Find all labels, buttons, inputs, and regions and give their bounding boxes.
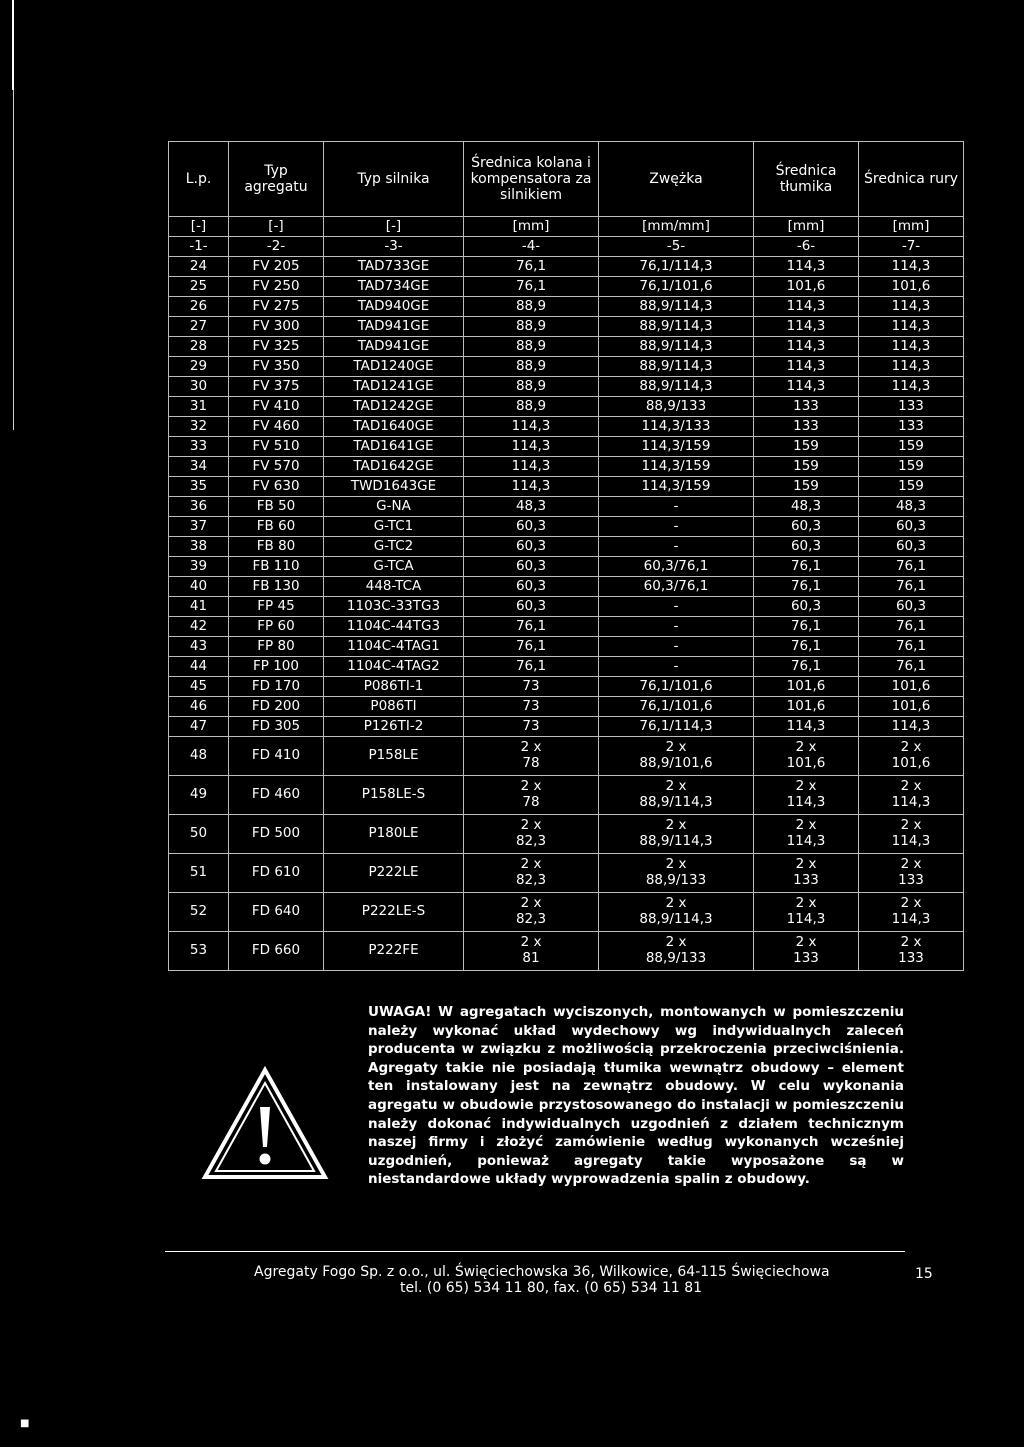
table-cell: 26	[169, 297, 229, 317]
table-row	[169, 577, 964, 597]
table-row	[169, 597, 964, 617]
table-cell: 2 x 88,9/114,3	[599, 893, 754, 932]
table-cell: 101,6	[859, 677, 964, 697]
table-cell: 2 x 78	[464, 776, 599, 815]
table-cell: 48	[169, 737, 229, 776]
table-cell: 35	[169, 477, 229, 497]
page-number: 15	[915, 1266, 933, 1282]
table-cell: FP 100	[229, 657, 324, 677]
table-cell: 101,6	[859, 277, 964, 297]
table-cell: FV 460	[229, 417, 324, 437]
table-cell: 2 x 114,3	[754, 893, 859, 932]
table-row	[169, 557, 964, 577]
table-cell: 30	[169, 377, 229, 397]
table-cell: FV 205	[229, 257, 324, 277]
table-cell: 114,3	[464, 477, 599, 497]
table-cell: 114,3	[859, 377, 964, 397]
table-cell: 76,1	[859, 577, 964, 597]
table-cell: 27	[169, 317, 229, 337]
table-cell: FV 325	[229, 337, 324, 357]
table-cell: G-NA	[324, 497, 464, 517]
table-cell: 2 x 114,3	[754, 815, 859, 854]
table-row	[169, 737, 964, 776]
table-cell: FB 80	[229, 537, 324, 557]
table-cell: 60,3	[464, 597, 599, 617]
table-cell: 133	[754, 397, 859, 417]
table-body	[169, 257, 964, 971]
unit-cell: [mm]	[859, 217, 964, 237]
table-cell: FV 250	[229, 277, 324, 297]
table-row	[169, 317, 964, 337]
table-cell: FD 640	[229, 893, 324, 932]
table-cell: 76,1	[859, 617, 964, 637]
table-row	[169, 932, 964, 971]
table-cell: P180LE	[324, 815, 464, 854]
table-cell: G-TCA	[324, 557, 464, 577]
table-cell: 76,1	[464, 637, 599, 657]
table-cell: 29	[169, 357, 229, 377]
table-cell: FB 50	[229, 497, 324, 517]
table-cell: FD 460	[229, 776, 324, 815]
table-cell: 76,1	[464, 257, 599, 277]
corner-mark: ■	[20, 1418, 30, 1429]
table-cell: P086TI-1	[324, 677, 464, 697]
table-cell: 159	[754, 457, 859, 477]
table-row	[169, 657, 964, 677]
table-cell: 88,9	[464, 317, 599, 337]
column-number-cell: -3-	[324, 237, 464, 257]
header-cell: Typ silnika	[324, 142, 464, 217]
table-cell: 114,3	[859, 357, 964, 377]
table-cell: FP 60	[229, 617, 324, 637]
table-row	[169, 437, 964, 457]
table-cell: P222LE-S	[324, 893, 464, 932]
table-cell: 44	[169, 657, 229, 677]
table-cell: 114,3	[859, 717, 964, 737]
table-cell: 159	[754, 477, 859, 497]
table-cell: G-TC2	[324, 537, 464, 557]
table-row	[169, 277, 964, 297]
table-row	[169, 697, 964, 717]
table-cell: 88,9/114,3	[599, 297, 754, 317]
table-cell: 76,1	[754, 577, 859, 597]
table-cell: 49	[169, 776, 229, 815]
unit-cell: [-]	[169, 217, 229, 237]
table-cell: 32	[169, 417, 229, 437]
footer-divider	[165, 1251, 905, 1252]
column-number-cell: -4-	[464, 237, 599, 257]
table-cell: TAD1242GE	[324, 397, 464, 417]
table-cell: -	[599, 597, 754, 617]
table-cell: 76,1/114,3	[599, 257, 754, 277]
column-number-cell: -5-	[599, 237, 754, 257]
table-cell: FD 305	[229, 717, 324, 737]
table-cell: 101,6	[754, 277, 859, 297]
table-row	[169, 717, 964, 737]
table-cell: 114,3/133	[599, 417, 754, 437]
table-cell: 114,3/159	[599, 437, 754, 457]
table-cell: FV 275	[229, 297, 324, 317]
table-cell: 88,9	[464, 337, 599, 357]
table-cell: 48,3	[754, 497, 859, 517]
table-row	[169, 517, 964, 537]
table-cell: 2 x 101,6	[754, 737, 859, 776]
table-cell: 47	[169, 717, 229, 737]
table-cell: 76,1	[754, 657, 859, 677]
table-row	[169, 677, 964, 697]
table-cell: 48,3	[464, 497, 599, 517]
table-cell: TAD940GE	[324, 297, 464, 317]
table-row	[169, 257, 964, 277]
table-cell: FV 350	[229, 357, 324, 377]
table-cell: 2 x 133	[859, 854, 964, 893]
table-cell: 76,1/101,6	[599, 697, 754, 717]
table-cell: 76,1	[859, 637, 964, 657]
table-row	[169, 776, 964, 815]
table-cell: 2 x 88,9/114,3	[599, 815, 754, 854]
warning-notice-text: UWAGA! W agregatach wyciszonych, montowanych w pomieszczeniu należy wykonać układ wydechowy wg indywidualnych zaleceń producenta w związku z możliwością przekroczenia przeciwciśnienia. Agregaty takie nie posiadają tłumika wewnątrz obudowy – element ten instalowany jest na zewnątrz obudowy. W celu wykonania agregatu w obudowie przystosowanego do instalacji w pomieszczeniu należy dokonać indywidualnych uzgodnień z działem technicznym naszej firmy i złożyć zamówienie według wykonanych wcześniej uzgodnień, ponieważ agregaty takie wyposażone są w niestandardowe układy wyprowadzenia spalin z obudowy.	[368, 1004, 904, 1188]
table-cell: 133	[859, 397, 964, 417]
table-cell: 2 x 78	[464, 737, 599, 776]
table-cell: FD 410	[229, 737, 324, 776]
table-cell: 76,1/114,3	[599, 717, 754, 737]
table-row	[169, 893, 964, 932]
table-cell: -	[599, 657, 754, 677]
table-cell: 88,9	[464, 297, 599, 317]
table-cell: FP 45	[229, 597, 324, 617]
table-cell: 133	[754, 417, 859, 437]
table-cell: 51	[169, 854, 229, 893]
table-cell: 88,9/114,3	[599, 357, 754, 377]
table-cell: FV 375	[229, 377, 324, 397]
table-cell: 114,3/159	[599, 477, 754, 497]
table-cell: 60,3	[859, 597, 964, 617]
table-row	[169, 297, 964, 317]
header-cell: Średnica kolana i kompensatora za silnikiem	[464, 142, 599, 217]
table-cell: 114,3	[754, 717, 859, 737]
table-cell: 76,1	[754, 557, 859, 577]
table-row	[169, 417, 964, 437]
table-cell: 88,9/133	[599, 397, 754, 417]
table-cell: 60,3	[464, 577, 599, 597]
header-row	[169, 142, 964, 217]
table-cell: 114,3	[754, 297, 859, 317]
table-cell: FP 80	[229, 637, 324, 657]
table-cell: 133	[859, 417, 964, 437]
table-cell: FV 570	[229, 457, 324, 477]
table-cell: 159	[859, 457, 964, 477]
table-cell: TAD734GE	[324, 277, 464, 297]
table-cell: 24	[169, 257, 229, 277]
table-cell: 88,9/114,3	[599, 317, 754, 337]
table-cell: -	[599, 617, 754, 637]
unit-cell: [mm]	[464, 217, 599, 237]
header-cell: Zwężka	[599, 142, 754, 217]
table-cell: 88,9/114,3	[599, 337, 754, 357]
table-cell: 60,3	[859, 537, 964, 557]
table-row	[169, 637, 964, 657]
table-row	[169, 337, 964, 357]
table-cell: 114,3	[859, 297, 964, 317]
table-cell: 114,3	[859, 337, 964, 357]
table-cell: 60,3/76,1	[599, 557, 754, 577]
table-cell: P126TI-2	[324, 717, 464, 737]
table-cell: FD 170	[229, 677, 324, 697]
scan-edge-line	[12, 0, 14, 90]
table-cell: 2 x 133	[754, 854, 859, 893]
header-cell: Typ agregatu	[229, 142, 324, 217]
table-cell: 114,3	[754, 377, 859, 397]
table-cell: 60,3	[859, 517, 964, 537]
table-cell: TAD1642GE	[324, 457, 464, 477]
table-cell: 60,3	[464, 517, 599, 537]
table-cell: 76,1	[464, 617, 599, 637]
unit-cell: [mm]	[754, 217, 859, 237]
table-cell: 60,3	[754, 517, 859, 537]
table-cell: 76,1	[464, 657, 599, 677]
table-cell: 2 x 133	[754, 932, 859, 971]
table-cell: 41	[169, 597, 229, 617]
table-cell: 159	[859, 437, 964, 457]
table-cell: 114,3	[754, 357, 859, 377]
column-number-cell: -2-	[229, 237, 324, 257]
table-cell: 2 x 82,3	[464, 854, 599, 893]
units-row	[169, 217, 964, 237]
table-cell: FD 500	[229, 815, 324, 854]
table-cell: 2 x 82,3	[464, 815, 599, 854]
table-cell: 101,6	[754, 697, 859, 717]
table-cell: 2 x 81	[464, 932, 599, 971]
table-cell: 114,3	[754, 257, 859, 277]
table-cell: FV 510	[229, 437, 324, 457]
table-cell: 2 x 88,9/133	[599, 854, 754, 893]
table-cell: 60,3	[464, 557, 599, 577]
table-cell: 73	[464, 677, 599, 697]
table-row	[169, 497, 964, 517]
table-cell: 76,1	[859, 557, 964, 577]
table-cell: 2 x 114,3	[859, 893, 964, 932]
table-cell: 2 x 88,9/133	[599, 932, 754, 971]
table-cell: FV 410	[229, 397, 324, 417]
table-cell: 38	[169, 537, 229, 557]
scan-edge-line-faint	[13, 90, 14, 430]
table-cell: FV 630	[229, 477, 324, 497]
table-cell: 448-TCA	[324, 577, 464, 597]
table-cell: TAD1641GE	[324, 437, 464, 457]
table-cell: 31	[169, 397, 229, 417]
table-cell: 73	[464, 717, 599, 737]
table-cell: 76,1	[464, 277, 599, 297]
table-row	[169, 854, 964, 893]
column-number-cell: -1-	[169, 237, 229, 257]
exhaust-spec-table	[168, 141, 964, 971]
table-cell: -	[599, 517, 754, 537]
table-cell: 114,3	[859, 317, 964, 337]
table-cell: -	[599, 497, 754, 517]
table-cell: 73	[464, 697, 599, 717]
table-cell: 76,1	[859, 657, 964, 677]
table-cell: 76,1/101,6	[599, 277, 754, 297]
table-cell: 76,1	[754, 637, 859, 657]
table-cell: FB 60	[229, 517, 324, 537]
table-cell: TAD941GE	[324, 317, 464, 337]
footer-contact: tel. (0 65) 534 11 80, fax. (0 65) 534 11 81	[400, 1280, 703, 1296]
table-cell: FD 200	[229, 697, 324, 717]
footer-company-address: Agregaty Fogo Sp. z o.o., ul. Święciechowska 36, Wilkowice, 64-115 Święciechowa	[254, 1264, 830, 1280]
header-cell: Średnica rury	[859, 142, 964, 217]
table-cell: 2 x 114,3	[754, 776, 859, 815]
table-row	[169, 457, 964, 477]
column-number-row	[169, 237, 964, 257]
table-cell: 43	[169, 637, 229, 657]
table-cell: FD 660	[229, 932, 324, 971]
table-cell: 2 x 114,3	[859, 776, 964, 815]
table-cell: 159	[754, 437, 859, 457]
table-cell: 28	[169, 337, 229, 357]
table-row	[169, 617, 964, 637]
table-cell: 60,3	[754, 537, 859, 557]
table-cell: 60,3/76,1	[599, 577, 754, 597]
table-cell: 34	[169, 457, 229, 477]
table-cell: 76,1	[754, 617, 859, 637]
table-cell: TAD733GE	[324, 257, 464, 277]
table-cell: P158LE	[324, 737, 464, 776]
table-cell: 37	[169, 517, 229, 537]
table-cell: 88,9	[464, 357, 599, 377]
table-cell: 88,9/114,3	[599, 377, 754, 397]
unit-cell: [-]	[324, 217, 464, 237]
table-cell: 2 x 88,9/101,6	[599, 737, 754, 776]
table-cell: 101,6	[859, 697, 964, 717]
table-row	[169, 357, 964, 377]
table-row	[169, 477, 964, 497]
table-cell: FB 130	[229, 577, 324, 597]
table-cell: TAD941GE	[324, 337, 464, 357]
table-cell: FD 610	[229, 854, 324, 893]
table-row	[169, 377, 964, 397]
table-cell: 2 x 88,9/114,3	[599, 776, 754, 815]
table-cell: P222FE	[324, 932, 464, 971]
table-cell: 52	[169, 893, 229, 932]
table-cell: 114,3	[464, 417, 599, 437]
table-cell: 45	[169, 677, 229, 697]
table-cell: 114,3	[754, 317, 859, 337]
header-cell: L.p.	[169, 142, 229, 217]
table-cell: 1104C-4TAG2	[324, 657, 464, 677]
table-cell: 1104C-4TAG1	[324, 637, 464, 657]
table-cell: 88,9	[464, 377, 599, 397]
table-cell: 114,3/159	[599, 457, 754, 477]
table-cell: 88,9	[464, 397, 599, 417]
table-cell: TAD1241GE	[324, 377, 464, 397]
table-cell: 2 x 133	[859, 932, 964, 971]
unit-cell: [-]	[229, 217, 324, 237]
table-cell: -	[599, 537, 754, 557]
column-number-cell: -7-	[859, 237, 964, 257]
table-cell: 40	[169, 577, 229, 597]
table-cell: 39	[169, 557, 229, 577]
table-row	[169, 537, 964, 557]
table-cell: 42	[169, 617, 229, 637]
table-cell: 36	[169, 497, 229, 517]
table-cell: 114,3	[464, 457, 599, 477]
table-cell: 60,3	[464, 537, 599, 557]
table-cell: 2 x 114,3	[859, 815, 964, 854]
unit-cell: [mm/mm]	[599, 217, 754, 237]
table-cell: 2 x 82,3	[464, 893, 599, 932]
table-cell: 50	[169, 815, 229, 854]
table-row	[169, 397, 964, 417]
table-cell: 60,3	[754, 597, 859, 617]
table-cell: FV 300	[229, 317, 324, 337]
header-cell: Średnica tłumika	[754, 142, 859, 217]
table-cell: P086TI	[324, 697, 464, 717]
table-cell: 33	[169, 437, 229, 457]
table-cell: 1103C-33TG3	[324, 597, 464, 617]
warning-triangle-icon	[200, 1065, 330, 1185]
table-cell: 114,3	[464, 437, 599, 457]
table-cell: TAD1640GE	[324, 417, 464, 437]
table-cell: 46	[169, 697, 229, 717]
table-cell: 159	[859, 477, 964, 497]
table-cell: 76,1/101,6	[599, 677, 754, 697]
table-cell: TWD1643GE	[324, 477, 464, 497]
table-cell: TAD1240GE	[324, 357, 464, 377]
table-cell: 25	[169, 277, 229, 297]
table-cell: 53	[169, 932, 229, 971]
table-cell: 2 x 101,6	[859, 737, 964, 776]
table-cell: G-TC1	[324, 517, 464, 537]
table-cell: -	[599, 637, 754, 657]
table-cell: P158LE-S	[324, 776, 464, 815]
table-cell: 101,6	[754, 677, 859, 697]
table-cell: 114,3	[754, 337, 859, 357]
table-row	[169, 815, 964, 854]
table-cell: FB 110	[229, 557, 324, 577]
table-cell: 114,3	[859, 257, 964, 277]
column-number-cell: -6-	[754, 237, 859, 257]
table-cell: P222LE	[324, 854, 464, 893]
table-cell: 1104C-44TG3	[324, 617, 464, 637]
table-cell: 48,3	[859, 497, 964, 517]
